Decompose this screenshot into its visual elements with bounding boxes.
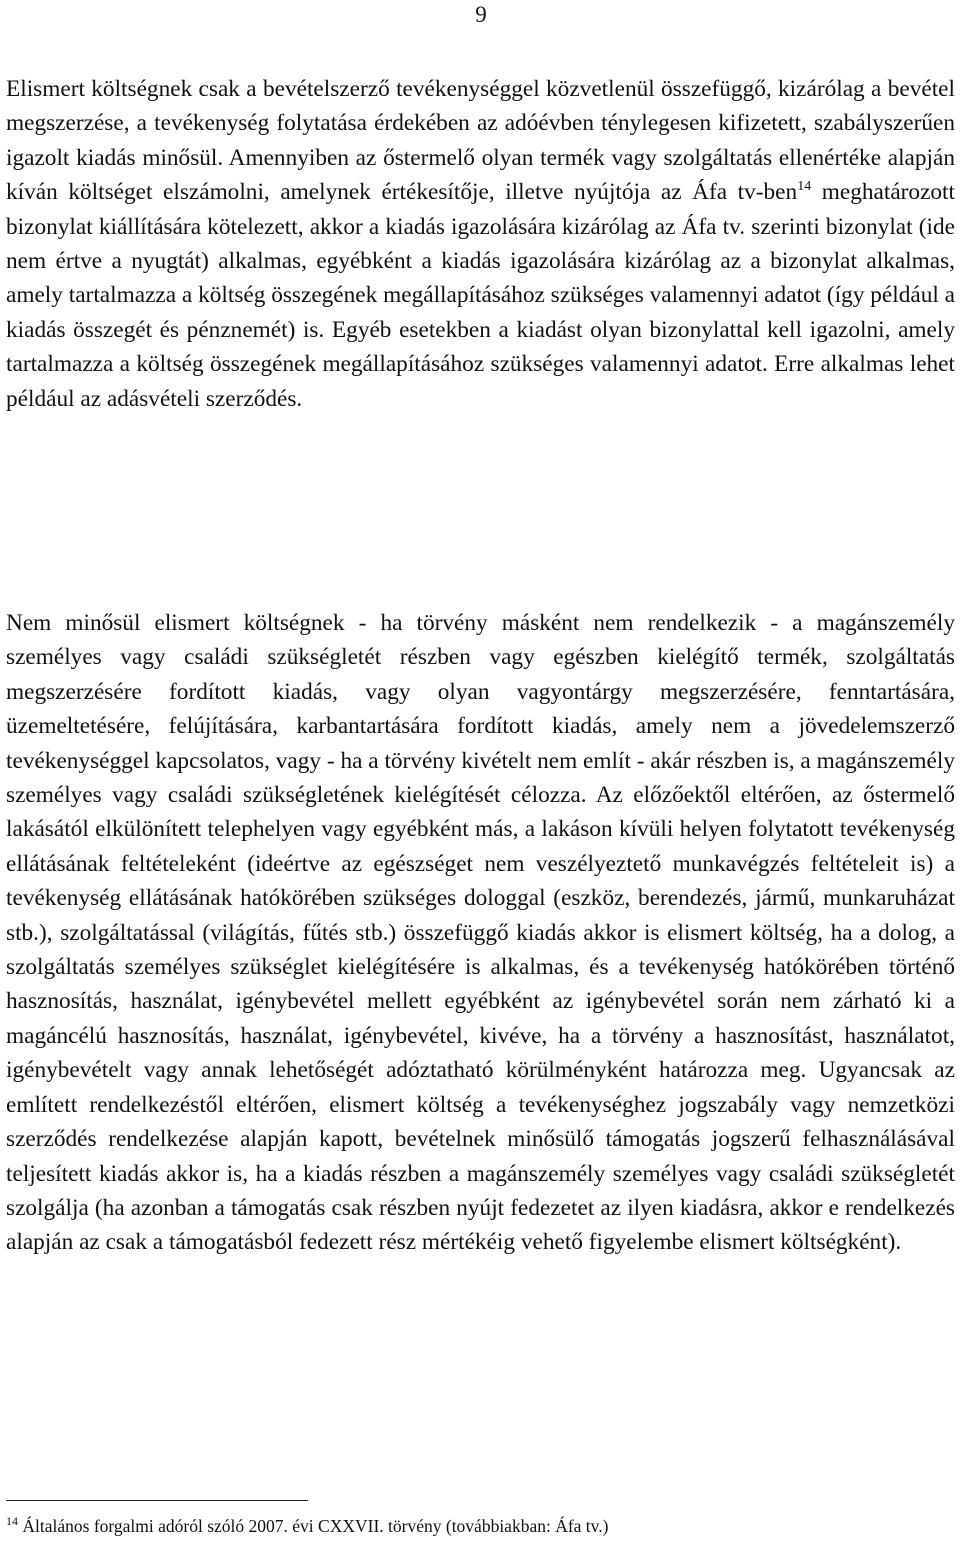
footnote-reference[interactable]: 14 [797, 179, 812, 195]
page-number: 9 [475, 2, 487, 27]
footnote-text: Általános forgalmi adóról szóló 2007. évi CXXVII. törvény (továbbiakban: Áfa tv.) [18, 1516, 609, 1536]
paragraph-elismert-koltseg [6, 72, 955, 416]
paragraph-text-part-1: Elismert költségnek csak a bevételszerző tevékenységgel közvetlenül összefüggő, kizárólag a bevétel megszerzése, a tevékenység folytatása érdekében az adóévben ténylegesen kifizetett, szabályszerűen igazolt kiadás minősül. Amennyiben az őstermelő olyan termék vagy szolgáltatás ellenértéke alapján kíván költséget elszámolni, amelynek értékesítője, illetve nyújtója az Áfa tv-ben [6, 76, 955, 206]
footnote [6, 1515, 609, 1537]
footnote-separator [6, 1500, 308, 1501]
paragraph-nem-minosul-koltseg: Nem minősül elismert költségnek - ha törvény másként nem rendelkezik - a magánszemély személyes vagy családi szükségletét részben vagy egészben kielégítő termék, szolgáltatás megszerzésére fordított kiadás, vagy olyan vagyontárgy megszerzésére, fenntartására, üzemeltetésére, felújítására, karbantartására fordított kiadás, amely nem a jövedelemszerző tevékenységgel kapcsolatos, vagy - ha a törvény kivételt nem említ - akár részben is, a magánszemély személyes vagy családi szükségletének kielégítését célozza. Az előzőektől eltérően, az őstermelő lakásától elkülönített telephelyen vagy egyébként más, a lakáson kívüli helyen folytatott tevékenység ellátásának feltételeként (ideértve az egészséget nem veszélyeztető munkavégzés feltételeit is) a tevékenység ellátásának hatókörében szükséges dologgal (eszköz, berendezés, jármű, munkaruházat stb.), szolgáltatással (világítás, fűtés stb.) összefüggő kiadás akkor is elismert költség, ha a dolog, a szolgáltatás személyes szükséglet kielégítésére is alkalmas, és a tevékenység hatókörében történő hasznosítás, használat, igénybevétel mellett egyébként az igénybevétel során nem zárható ki a magáncélú hasznosítás, használat, igénybevétel, kivéve, ha a törvény a hasznosítást, használatot, igénybevételt vagy annak lehetőségét adóztatható körülményként határozza meg. Ugyancsak az említett rendelkezéstől eltérően, elismert költség a tevékenységhez jogszabály vagy nemzetközi szerződés rendelkezése alapján kapott, bevételnek minősülő támogatás jogszerű felhasználásával teljesített kiadás akkor is, ha a kiadás részben a magánszemély személyes vagy családi szükségletét szolgálja (ha azonban a támogatás csak részben nyújt fedezetet az ilyen kiadásra, akkor e rendelkezés alapján az csak a támogatásból fedezett rész mértékéig vehető figyelembe elismert költségként). [6, 610, 955, 1256]
footnote-number: 14 [6, 1514, 18, 1528]
paragraph-text-part-2: meghatározott bizonylat kiállítására kötelezett, akkor a kiadás igazolására kizárólag az Áfa tv. szerinti bizonylat (ide nem értve a nyugtát) alkalmas, egyébként a kiadás igazolására kizárólag az a bizonylat alkalmas, amely tartalmazza a költség összegének megállapításához szükséges valamennyi adatot (így például a kiadás összegét és pénznemét) is. Egyéb esetekben a kiadást olyan bizonylattal kell igazolni, amely tartalmazza a költség összegének megállapításához szükséges valamennyi adatot. Erre alkalmas lehet például az adásvételi szerződés. [6, 179, 956, 412]
